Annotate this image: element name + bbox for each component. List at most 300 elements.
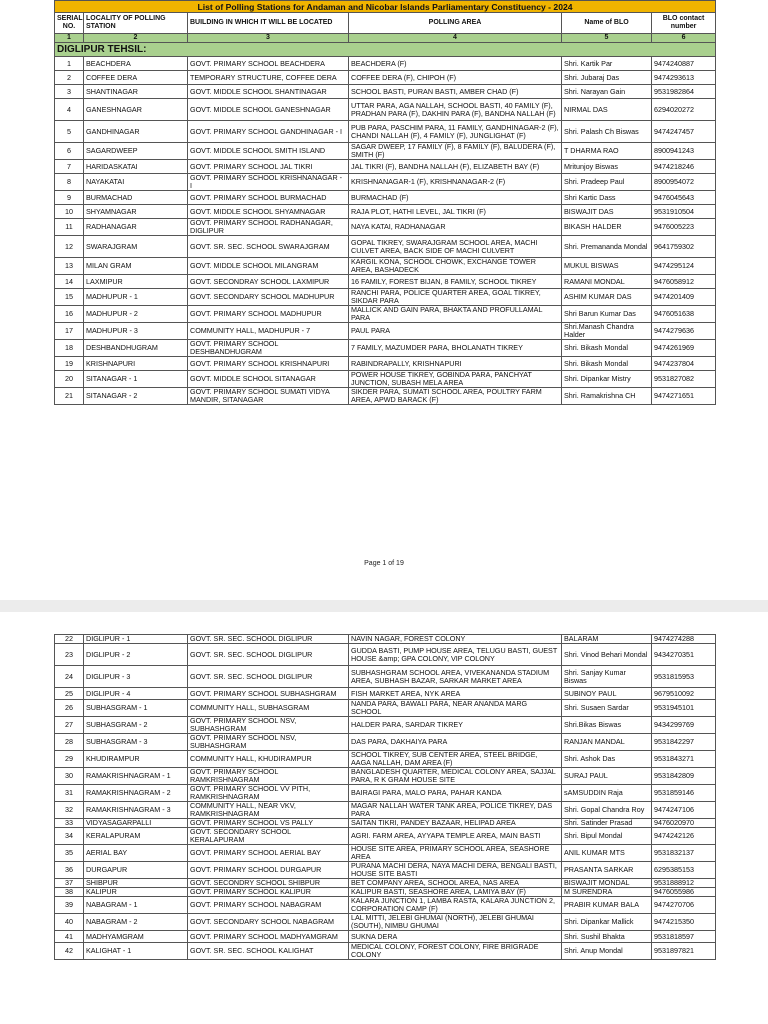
table-row [55, 71, 716, 85]
building-cell: GOVT. PRIMARY SCHOOL KRISHNAPURI [188, 357, 349, 371]
building-cell: GOVT. PRIMARY SCHOOL VV PITH, RAMKRISHNAGRAM [188, 785, 349, 802]
blo-name-cell: BISWAJIT DAS [562, 205, 652, 219]
table-row [55, 943, 716, 960]
blo-name-cell: SURAJ PAUL [562, 768, 652, 785]
serial-no-cell: 10 [55, 205, 84, 219]
serial-no-cell: 4 [55, 99, 84, 121]
serial-no-cell: 20 [55, 371, 84, 388]
polling-area-cell: SCHOOL BASTI, PURAN BASTI, AMBER CHAD (F) [349, 85, 562, 99]
building-cell: GOVT. SR. SEC. SCHOOL KALIGHAT [188, 943, 349, 960]
blo-name-cell: Shri. Sushil Bhakta [562, 931, 652, 943]
blo-contact-cell: 9531827082 [652, 371, 716, 388]
locality-cell: SHANTINAGAR [84, 85, 188, 99]
column-number: 6 [652, 34, 716, 43]
serial-no-cell: 34 [55, 828, 84, 845]
blo-contact-cell: 9531859146 [652, 785, 716, 802]
table-row [55, 828, 716, 845]
blo-name-cell: Shri. Palash Ch Biswas [562, 121, 652, 143]
blo-name-cell: BIKASH HALDER [562, 219, 652, 236]
blo-contact-cell: 9474279636 [652, 323, 716, 340]
blo-contact-cell: 9476005223 [652, 219, 716, 236]
serial-no-cell: 21 [55, 388, 84, 405]
building-cell: GOVT. PRIMARY SCHOOL NSV, SUBHASHGRAM [188, 717, 349, 734]
blo-name-cell: Shri. Dipankar Mistry [562, 371, 652, 388]
locality-cell: DIGLIPUR - 2 [84, 644, 188, 666]
locality-cell: MADHYAMGRAM [84, 931, 188, 943]
building-cell: GOVT. PRIMARY SCHOOL NABAGRAM [188, 897, 349, 914]
building-cell: GOVT. PRIMARY SCHOOL DESHBANDHUGRAM [188, 340, 349, 357]
polling-area-cell: POWER HOUSE TIKREY, GOBINDA PARA, PANCHYAT JUNCTION, SUBASH MELA AREA [349, 371, 562, 388]
locality-cell: VIDYASAGARPALLI [84, 819, 188, 828]
table-row [55, 289, 716, 306]
blo-name-cell: Shri. Vinod Behari Mondal [562, 644, 652, 666]
serial-no-cell: 16 [55, 306, 84, 323]
serial-no-cell: 6 [55, 143, 84, 160]
column-header-row [55, 13, 716, 34]
table-row [55, 717, 716, 734]
locality-cell: DIGLIPUR - 3 [84, 666, 188, 688]
serial-no-cell: 19 [55, 357, 84, 371]
polling-area-cell: KRISHNANAGAR-1 (F), KRISHNANAGAR-2 (F) [349, 174, 562, 191]
blo-contact-cell: 9531815953 [652, 666, 716, 688]
blo-contact-cell: 9531982864 [652, 85, 716, 99]
locality-cell: MADHUPUR - 1 [84, 289, 188, 306]
locality-cell: SHIBPUR [84, 879, 188, 888]
blo-name-cell: Shri. Ashok Das [562, 751, 652, 768]
blo-name-cell: Shri. Dipankar Mallick [562, 914, 652, 931]
polling-area-cell: HALDER PARA, SARDAR TIKREY [349, 717, 562, 734]
locality-cell: KRISHNAPURI [84, 357, 188, 371]
locality-cell: LAXMIPUR [84, 275, 188, 289]
blo-contact-cell: 6295385153 [652, 862, 716, 879]
building-cell: GOVT. SR. SEC. SCHOOL DIGLIPUR [188, 666, 349, 688]
header-blo-contact: BLO contact number [652, 13, 716, 34]
building-cell: GOVT. SECONDRAY SCHOOL LAXMIPUR [188, 275, 349, 289]
blo-name-cell: Shri. Ramakrishna CH [562, 388, 652, 405]
polling-area-cell: NAVIN NAGAR, FOREST COLONY [349, 635, 562, 644]
column-number: 5 [562, 34, 652, 43]
blo-contact-cell: 9531910504 [652, 205, 716, 219]
building-cell: GOVT. MIDDLE SCHOOL GANESHNAGAR [188, 99, 349, 121]
building-cell: GOVT. MIDDLE SCHOOL MILANGRAM [188, 258, 349, 275]
locality-cell: GANESHNAGAR [84, 99, 188, 121]
serial-no-cell: 29 [55, 751, 84, 768]
blo-name-cell: Shri. Anup Mondal [562, 943, 652, 960]
building-cell: COMMUNITY HALL, KHUDIRAMPUR [188, 751, 349, 768]
table-row [55, 174, 716, 191]
table-row [55, 340, 716, 357]
building-cell: GOVT. PRIMARY SCHOOL VS PALLY [188, 819, 349, 828]
serial-no-cell: 23 [55, 644, 84, 666]
locality-cell: SITANAGAR - 2 [84, 388, 188, 405]
column-number: 4 [349, 34, 562, 43]
column-number: 2 [84, 34, 188, 43]
blo-contact-cell: 9474218246 [652, 160, 716, 174]
table-row [55, 57, 716, 71]
building-cell: GOVT. SR. SEC. SCHOOL DIGLIPUR [188, 635, 349, 644]
blo-name-cell: BALARAM [562, 635, 652, 644]
building-cell: GOVT. PRIMARY SCHOOL GANDHINAGAR - I [188, 121, 349, 143]
blo-contact-cell: 9474247457 [652, 121, 716, 143]
blo-contact-cell: 9641759302 [652, 236, 716, 258]
blo-contact-cell: 9474293613 [652, 71, 716, 85]
blo-name-cell: Shri.Manash Chandra Halder [562, 323, 652, 340]
polling-area-cell: MALLICK AND GAIN PARA, BHAKTA AND PROFULLAMAL PARA [349, 306, 562, 323]
table-row [55, 258, 716, 275]
blo-contact-cell: 9474237804 [652, 357, 716, 371]
serial-no-cell: 11 [55, 219, 84, 236]
blo-contact-cell: 9474201409 [652, 289, 716, 306]
table-row [55, 845, 716, 862]
header-blo-name: Name of BLO [562, 13, 652, 34]
serial-no-cell: 3 [55, 85, 84, 99]
table-row [55, 734, 716, 751]
table-row [55, 802, 716, 819]
table-row [55, 143, 716, 160]
polling-area-cell: DAS PARA, DAKHAIYA PARA [349, 734, 562, 751]
blo-name-cell: Shri. Jubaraj Das [562, 71, 652, 85]
table-row [55, 160, 716, 174]
table-row [55, 785, 716, 802]
serial-no-cell: 12 [55, 236, 84, 258]
locality-cell: MADHUPUR - 3 [84, 323, 188, 340]
locality-cell: RAMAKRISHNAGRAM - 1 [84, 768, 188, 785]
blo-name-cell: M SURENDRA [562, 888, 652, 897]
blo-contact-cell: 9531842809 [652, 768, 716, 785]
polling-area-cell: GOPAL TIKREY, SWARAJGRAM SCHOOL AREA, MACHI CULVET AREA, BACK SIDE OF MACHI CULVERT [349, 236, 562, 258]
locality-cell: BURMACHAD [84, 191, 188, 205]
header-building: BUILDING IN WHICH IT WILL BE LOCATED [188, 13, 349, 34]
polling-area-cell: MAGAR NALLAH WATER TANK AREA, POLICE TIKREY, DAS PARA [349, 802, 562, 819]
polling-area-cell: RANCHI PARA, POLICE QUARTER AREA, GOAL TIKREY, SIKDAR PARA [349, 289, 562, 306]
table-row [55, 914, 716, 931]
table-row [55, 862, 716, 879]
polling-area-cell: AGRI. FARM AREA, AYYAPA TEMPLE AREA, MAIN BASTI [349, 828, 562, 845]
polling-area-cell: BET COMPANY AREA, SCHOOL AREA, NAS AREA [349, 879, 562, 888]
building-cell: TEMPORARY STRUCTURE, COFFEE DERA [188, 71, 349, 85]
serial-no-cell: 24 [55, 666, 84, 688]
locality-cell: COFFEE DERA [84, 71, 188, 85]
serial-no-cell: 15 [55, 289, 84, 306]
locality-cell: SAGARDWEEP [84, 143, 188, 160]
building-cell: GOVT. PRIMARY SCHOOL AERIAL BAY [188, 845, 349, 862]
blo-name-cell: T DHARMA RAO [562, 143, 652, 160]
blo-contact-cell: 9434270351 [652, 644, 716, 666]
polling-area-cell: SAITAN TIKRI, PANDEY BAZAAR, HELIPAD AREA [349, 819, 562, 828]
building-cell: GOVT. PRIMARY SCHOOL RADHANAGAR, DIGLIPUR [188, 219, 349, 236]
polling-area-cell: SIKDER PARA, SUMATI SCHOOL AREA, POULTRY FARM AREA, APWD BARACK (F) [349, 388, 562, 405]
building-cell: COMMUNITY HALL, MADHUPUR - 7 [188, 323, 349, 340]
tehsil-row [55, 43, 716, 57]
table-row [55, 121, 716, 143]
serial-no-cell: 25 [55, 688, 84, 700]
building-cell: GOVT. PRIMARY SCHOOL MADHUPUR [188, 306, 349, 323]
polling-area-cell: PUB PARA, PASCHIM PARA, 11 FAMILY, GANDHINAGAR-2 (F), CHANDI NALLAH (F), 4 FAMILY (F), JUNGLIGHAT (F) [349, 121, 562, 143]
polling-area-cell: HOUSE SITE AREA, PRIMARY SCHOOL AREA, SEASHORE AREA [349, 845, 562, 862]
blo-contact-cell: 9434299769 [652, 717, 716, 734]
blo-name-cell: NIRMAL DAS [562, 99, 652, 121]
blo-contact-cell: 9476051638 [652, 306, 716, 323]
blo-contact-cell: 9474215350 [652, 914, 716, 931]
blo-name-cell: Shri Kartic Dass [562, 191, 652, 205]
table-row [55, 219, 716, 236]
table-row [55, 323, 716, 340]
building-cell: GOVT. SR. SEC. SCHOOL DIGLIPUR [188, 644, 349, 666]
polling-area-cell: LAL MITTI, JELEBI GHUMAI (NORTH), JELEBI GHUMAI (SOUTH), NIMBU GHUMAI [349, 914, 562, 931]
serial-no-cell: 26 [55, 700, 84, 717]
building-cell: GOVT. SECONDARY SCHOOL MADHUPUR [188, 289, 349, 306]
serial-no-cell: 37 [55, 879, 84, 888]
blo-name-cell: Shri. Bikash Mondal [562, 357, 652, 371]
table-row [55, 191, 716, 205]
building-cell: GOVT. SECONDARY SCHOOL NABAGRAM [188, 914, 349, 931]
table-row [55, 388, 716, 405]
table-row [55, 768, 716, 785]
blo-contact-cell: 9531843271 [652, 751, 716, 768]
blo-contact-cell: 9531842297 [652, 734, 716, 751]
table-row [55, 888, 716, 897]
blo-contact-cell: 9474270706 [652, 897, 716, 914]
building-cell: GOVT. SECONDRY SCHOOL SHIBPUR [188, 879, 349, 888]
polling-area-cell: BANGLADESH QUARTER, MEDICAL COLONY AREA, SAJJAL PARA, R K GRAM HOUSE SITE [349, 768, 562, 785]
serial-no-cell: 30 [55, 768, 84, 785]
table-row [55, 644, 716, 666]
serial-no-cell: 22 [55, 635, 84, 644]
table-title-row [55, 1, 716, 13]
blo-name-cell: Shri. Bipul Mondal [562, 828, 652, 845]
polling-area-cell: SUBHASHGRAM SCHOOL AREA, VIVEKANANDA STADIUM AREA, SUBHASH BAZAR, SARKAR MARKET AREA [349, 666, 562, 688]
polling-stations-table-page-1 [54, 0, 716, 405]
blo-name-cell: MUKUL BISWAS [562, 258, 652, 275]
polling-area-cell: FISH MARKET AREA, NYK AREA [349, 688, 562, 700]
table-row [55, 306, 716, 323]
table-row [55, 700, 716, 717]
locality-cell: KALIGHAT - 1 [84, 943, 188, 960]
blo-contact-cell: 9474242126 [652, 828, 716, 845]
polling-area-cell: PURANA MACHI DERA, NAYA MACHI DERA, BENGALI BASTI, HOUSE SITE BASTI [349, 862, 562, 879]
table-row [55, 931, 716, 943]
serial-no-cell: 5 [55, 121, 84, 143]
locality-cell: MADHUPUR - 2 [84, 306, 188, 323]
blo-name-cell: Shri. Narayan Gain [562, 85, 652, 99]
building-cell: COMMUNITY HALL, NEAR VKV, RAMKRISHNAGRAM [188, 802, 349, 819]
serial-no-cell: 42 [55, 943, 84, 960]
table-row [55, 819, 716, 828]
serial-no-cell: 13 [55, 258, 84, 275]
locality-cell: SUBHASGRAM - 2 [84, 717, 188, 734]
building-cell: GOVT. MIDDLE SCHOOL SHYAMNAGAR [188, 205, 349, 219]
locality-cell: KERALAPURAM [84, 828, 188, 845]
locality-cell: RAMAKRISHNAGRAM - 3 [84, 802, 188, 819]
polling-area-cell: MEDICAL COLONY, FOREST COLONY, FIRE BRIGRADE COLONY [349, 943, 562, 960]
locality-cell: GANDHINAGAR [84, 121, 188, 143]
blo-contact-cell: 9531818597 [652, 931, 716, 943]
locality-cell: KHUDIRAMPUR [84, 751, 188, 768]
table-row [55, 688, 716, 700]
building-cell: GOVT. MIDDLE SCHOOL SMITH ISLAND [188, 143, 349, 160]
building-cell: GOVT. PRIMARY SCHOOL RAMKRISHNAGRAM [188, 768, 349, 785]
blo-contact-cell: 9531945101 [652, 700, 716, 717]
building-cell: COMMUNITY HALL, SUBHASGRAM [188, 700, 349, 717]
serial-no-cell: 17 [55, 323, 84, 340]
blo-contact-cell: 9476055986 [652, 888, 716, 897]
locality-cell: HARIDASKATAI [84, 160, 188, 174]
blo-name-cell: PRABIR KUMAR BALA [562, 897, 652, 914]
serial-no-cell: 27 [55, 717, 84, 734]
locality-cell: DURGAPUR [84, 862, 188, 879]
blo-name-cell: sAMSUDDIN Raja [562, 785, 652, 802]
column-number: 1 [55, 34, 84, 43]
serial-no-cell: 31 [55, 785, 84, 802]
blo-name-cell: Mritunjoy Biswas [562, 160, 652, 174]
blo-name-cell: Shri. Bikash Mondal [562, 340, 652, 357]
table-row [55, 897, 716, 914]
polling-area-cell: BURMACHAD (F) [349, 191, 562, 205]
building-cell: GOVT. PRIMARY SCHOOL SUBHASHGRAM [188, 688, 349, 700]
building-cell: GOVT. SECONDARY SCHOOL KERALAPURAM [188, 828, 349, 845]
serial-no-cell: 2 [55, 71, 84, 85]
blo-name-cell: RAMANI MONDAL [562, 275, 652, 289]
locality-cell: MILAN GRAM [84, 258, 188, 275]
serial-no-cell: 7 [55, 160, 84, 174]
locality-cell: DIGLIPUR - 1 [84, 635, 188, 644]
polling-area-cell: RABINDRAPALLY, KRISHNAPURI [349, 357, 562, 371]
blo-contact-cell: 8900941243 [652, 143, 716, 160]
document-title: List of Polling Stations for Andaman and Nicobar Islands Parliamentary Constituency - 2024 [55, 1, 716, 13]
building-cell: GOVT. PRIMARY SCHOOL BURMACHAD [188, 191, 349, 205]
polling-area-cell: KALARA JUNCTION 1, LAMBA RASTA, KALARA JUNCTION 2, CORPORATION CAMP (F) [349, 897, 562, 914]
polling-area-cell: BEACHDERA (F) [349, 57, 562, 71]
polling-area-cell: SAGAR DWEEP, 17 FAMILY (F), 8 FAMILY (F), BALUDERA (F), SMITH (F) [349, 143, 562, 160]
polling-area-cell: COFFEE DERA (F), CHIPOH (F) [349, 71, 562, 85]
polling-area-cell: KARGIL KONA, SCHOOL CHOWK, EXCHANGE TOWER AREA, BASHADECK [349, 258, 562, 275]
polling-area-cell: BAIRAGI PARA, MALO PARA, PAHAR KANDA [349, 785, 562, 802]
locality-cell: SWARAJGRAM [84, 236, 188, 258]
locality-cell: NAYAKATAI [84, 174, 188, 191]
building-cell: GOVT. PRIMARY SCHOOL KRISHNANAGAR - I [188, 174, 349, 191]
building-cell: GOVT. PRIMARY SCHOOL DURGAPUR [188, 862, 349, 879]
building-cell: GOVT. PRIMARY SCHOOL JAL TIKRI [188, 160, 349, 174]
blo-contact-cell: 9474271651 [652, 388, 716, 405]
locality-cell: AERIAL BAY [84, 845, 188, 862]
table-row [55, 371, 716, 388]
blo-contact-cell: 8900954072 [652, 174, 716, 191]
locality-cell: NABAGRAM - 1 [84, 897, 188, 914]
serial-no-cell: 36 [55, 862, 84, 879]
locality-cell: KALIPUR [84, 888, 188, 897]
polling-area-cell: UTTAR PARA, AGA NALLAH, SCHOOL BASTI, 40 FAMILY (F), PRADHAN PARA (F), DAKHIN PARA (F), BANDHA NALLAH (F) [349, 99, 562, 121]
column-number: 3 [188, 34, 349, 43]
blo-name-cell: Shri. Premananda Mondal [562, 236, 652, 258]
polling-area-cell: 16 FAMILY, FOREST BIJAN, 8 FAMILY, SCHOOL TIKREY [349, 275, 562, 289]
blo-name-cell: SUBINOY PAUL [562, 688, 652, 700]
blo-name-cell: ANIL KUMAR MTS [562, 845, 652, 862]
blo-name-cell: Shri. Susaen Sardar [562, 700, 652, 717]
blo-name-cell: Shri. Gopal Chandra Roy [562, 802, 652, 819]
polling-area-cell: JAL TIKRI (F), BANDHA NALLAH (F), ELIZABETH BAY (F) [349, 160, 562, 174]
table-row [55, 879, 716, 888]
header-polling-area: POLLING AREA [349, 13, 562, 34]
building-cell: GOVT. PRIMARY SCHOOL SUMATI VIDYA MANDIR, SITANAGAR [188, 388, 349, 405]
serial-no-cell: 1 [55, 57, 84, 71]
locality-cell: SUBHASGRAM - 3 [84, 734, 188, 751]
locality-cell: SITANAGAR - 1 [84, 371, 188, 388]
blo-name-cell: BISWAJIT MONDAL [562, 879, 652, 888]
building-cell: GOVT. MIDDLE SCHOOL SITANAGAR [188, 371, 349, 388]
table-row [55, 205, 716, 219]
serial-no-cell: 41 [55, 931, 84, 943]
blo-contact-cell: 9679510092 [652, 688, 716, 700]
polling-area-cell: SUKNA DERA [349, 931, 562, 943]
building-cell: GOVT. PRIMARY SCHOOL BEACHDERA [188, 57, 349, 71]
locality-cell: RADHANAGAR [84, 219, 188, 236]
blo-name-cell: Shri. Kartik Par [562, 57, 652, 71]
blo-name-cell: Shri. Satinder Prasad [562, 819, 652, 828]
table-row [55, 236, 716, 258]
serial-no-cell: 28 [55, 734, 84, 751]
serial-no-cell: 35 [55, 845, 84, 862]
blo-contact-cell: 9531832137 [652, 845, 716, 862]
polling-area-cell: NAYA KATAI, RADHANAGAR [349, 219, 562, 236]
blo-contact-cell: 9476058912 [652, 275, 716, 289]
building-cell: GOVT. PRIMARY SCHOOL KALIPUR [188, 888, 349, 897]
blo-contact-cell: 9474274288 [652, 635, 716, 644]
polling-area-cell: 7 FAMILY, MAZUMDER PARA, BHOLANATH TIKREY [349, 340, 562, 357]
serial-no-cell: 33 [55, 819, 84, 828]
serial-no-cell: 40 [55, 914, 84, 931]
blo-name-cell: ASHIM KUMAR DAS [562, 289, 652, 306]
blo-contact-cell: 9474247106 [652, 802, 716, 819]
header-serial-no: SERIAL NO. [55, 13, 84, 34]
blo-name-cell: Shri. Pradeep Paul [562, 174, 652, 191]
blo-contact-cell: 9474261969 [652, 340, 716, 357]
table-row [55, 666, 716, 688]
column-number-row [55, 34, 716, 43]
table-row [55, 357, 716, 371]
polling-area-cell: NANDA PARA, BAWALI PARA, NEAR ANANDA MARG SCHOOL [349, 700, 562, 717]
blo-contact-cell: 9476045643 [652, 191, 716, 205]
page-footer: Page 1 of 19 [364, 560, 404, 567]
blo-contact-cell: 6294020272 [652, 99, 716, 121]
table-row [55, 85, 716, 99]
table-row [55, 275, 716, 289]
table-row [55, 635, 716, 644]
document-page-2 [0, 612, 768, 1024]
serial-no-cell: 8 [55, 174, 84, 191]
building-cell: GOVT. PRIMARY SCHOOL NSV, SUBHASHGRAM [188, 734, 349, 751]
blo-contact-cell: 9531888912 [652, 879, 716, 888]
serial-no-cell: 14 [55, 275, 84, 289]
locality-cell: SHYAMNAGAR [84, 205, 188, 219]
serial-no-cell: 9 [55, 191, 84, 205]
locality-cell: DIGLIPUR - 4 [84, 688, 188, 700]
polling-stations-table-page-2 [54, 634, 716, 960]
blo-name-cell: Shri.Bikas Biswas [562, 717, 652, 734]
building-cell: GOVT. SR. SEC. SCHOOL SWARAJGRAM [188, 236, 349, 258]
blo-name-cell: PRASANTA SARKAR [562, 862, 652, 879]
blo-name-cell: Shri. Sanjay Kumar Biswas [562, 666, 652, 688]
blo-contact-cell: 9476020970 [652, 819, 716, 828]
serial-no-cell: 18 [55, 340, 84, 357]
polling-area-cell: SCHOOL TIKREY, SUB CENTER AREA, STEEL BRIDGE, AAGA NALLAH, DAM AREA (F) [349, 751, 562, 768]
serial-no-cell: 39 [55, 897, 84, 914]
tehsil-heading: DIGLIPUR TEHSIL: [55, 43, 716, 57]
blo-name-cell: Shri Barun Kumar Das [562, 306, 652, 323]
locality-cell: RAMAKRISHNAGRAM - 2 [84, 785, 188, 802]
polling-area-cell: GUDDA BASTI, PUMP HOUSE AREA, TELUGU BASTI, GUEST HOUSE &amp; GPA COLONY, VIP COLONY [349, 644, 562, 666]
locality-cell: BEACHDERA [84, 57, 188, 71]
serial-no-cell: 38 [55, 888, 84, 897]
